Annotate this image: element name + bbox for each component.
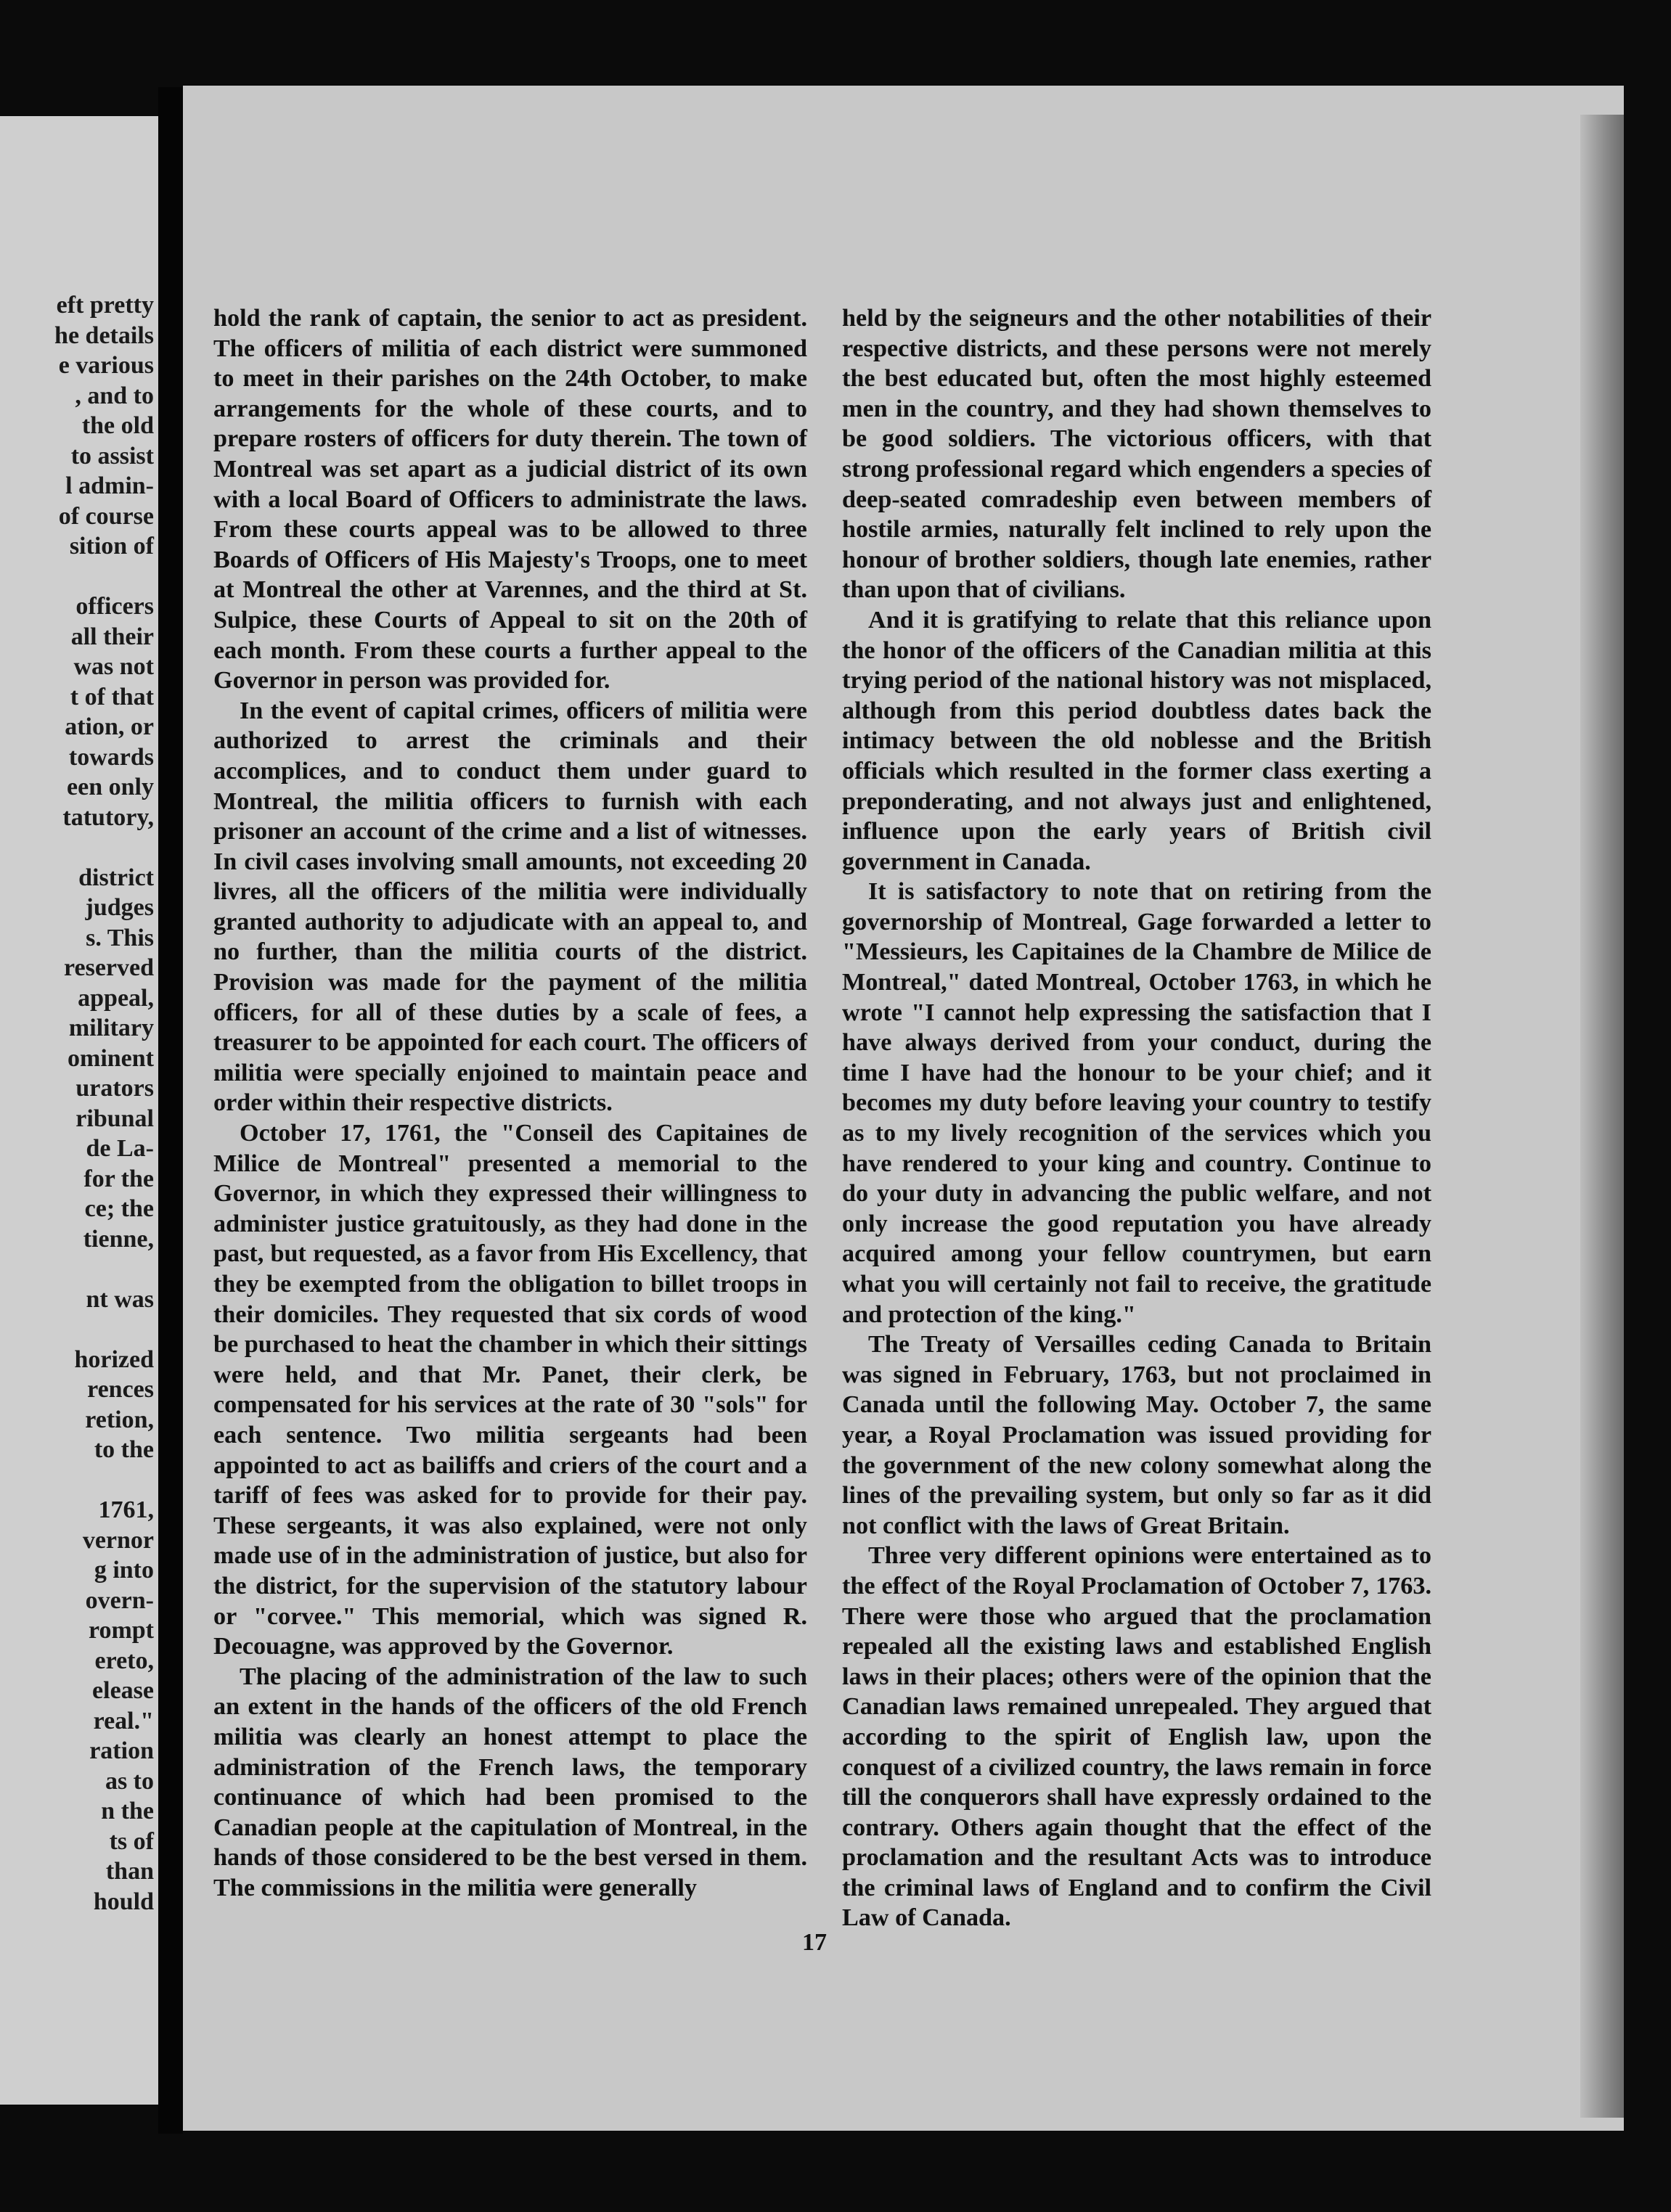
left-fragment-line: urators [75,1075,154,1102]
left-fragment-line: he details [54,321,154,349]
left-fragment-line: nt was [86,1285,154,1313]
left-fragment-line: than [105,1858,154,1885]
left-fragment-line: ribunal [75,1105,154,1132]
left-fragment-line: tatutory, [62,803,154,831]
left-fragment-line: ominent [68,1044,154,1072]
left-fragment-line: hould [93,1888,154,1915]
left-fragment-line: de La- [86,1135,154,1162]
main-page [183,86,1624,2131]
left-fragment-line [54,1314,154,1345]
left-fragment-line: vernor [82,1526,154,1554]
left-fragment-line: was not [73,653,154,680]
left-fragment-line: appeal, [78,984,154,1012]
left-fragment-line: reserved [64,954,154,981]
left-fragment-line: ation, or [65,713,154,740]
left-fragment-line: of course [58,502,154,530]
paragraph: In the event of capital crimes, officers of militia were authorized to arrest the criminals and their accomplices, and to conduct them under guard to Montreal, the militia officers to furnish with each prisoner an account of the crime and a list of witnesses. In civil cases involving small amounts, not exceeding 20 livres, all the officers of the militia were individually granted authority to adjudicate with an appeal to, and no further, than the militia courts of the district. Provision was made for the payment of the militia officers, for all of these duties by a scale of fees, a treasurer to be appointed for each court. The officers of militia were specially enjoined to maintain peace and order within their respective districts. [213,697,807,1117]
paragraph: It is satisfactory to note that on retiring from the governorship of Montreal, Gage forwarded a letter to "Messieurs, les Capitaines de la Chambre de Milice de Montreal," dated Montreal, October 1763, in which he wrote "I cannot help expressing the satisfaction that I have always derived from your conduct, during the time I have had the honour to be your chief; and it becomes my duty before leaving your country to testify as to my lively recognition of the services which you have rendered to your king and country. Continue to do your duty in advancing the public welfare, and not only increase the good reputation you have already acquired among your fellow countrymen, but earn what you will certainly not fail to receive, the gratitude and protection of the king." [842,878,1431,1328]
page-edge [1580,115,1624,2118]
left-column [213,303,807,1903]
left-fragment-line: horized [74,1345,154,1373]
left-fragment-line: as to [105,1767,154,1795]
right-column [842,303,1431,1933]
left-page-text [54,290,154,1917]
paragraph: October 17, 1761, the "Conseil des Capitaines de Milice de Montreal" presented a memorial to the Governor, in which they expressed their willingness to administer justice gratuitously, as they had done in the past, but requested, as a favor from His Excellency, that they be exempted from the obligation to billet troops in their domiciles. They requested that six cords of wood be purchased to heat the chamber in which their sittings were held, and that Mr. Panet, their clerk, be compensated for his services at the rate of 30 "sols" for each sentence. Two militia sergeants had been appointed to act as bailiffs and criers of the court and a tariff of fees was asked for to provide for their pay. These sergeants, it was also explained, were not only made use of in the administration of justice, but also for the district, for the supervision of the statutory labour or "corvee." This memorial, which was signed R. Decouagne, was approved by the Governor. [213,1120,807,1660]
left-fragment-line: ration [89,1737,154,1764]
left-fragment-line: judges [85,894,154,921]
left-fragment-line: to the [94,1436,154,1463]
left-fragment-line [54,1465,154,1496]
left-fragment-line: officers [75,593,154,620]
left-fragment-line: the old [81,412,154,439]
left-fragment-line: eft pretty [56,292,154,319]
left-fragment-line: to assist [70,442,154,470]
left-fragment-line: t of that [70,683,154,710]
paragraph: The Treaty of Versailles ceding Canada to Britain was signed in February, 1763, but not proclaimed in Canada until the following May. October 7, the same year, a Royal Proclamation was issued providing for the government of the new colony somewhat along the lines of the prevailing system, but only so far as it did not conflict with the laws of Great Britain. [842,1331,1431,1539]
left-fragment-line: elease [92,1677,154,1704]
left-fragment-line: tienne, [83,1225,154,1253]
left-fragment-line: overn- [85,1586,154,1614]
left-fragment-line: ereto, [94,1647,154,1674]
left-fragment-line: g into [94,1557,154,1584]
left-fragment-line: all their [70,623,154,650]
paragraph: And it is gratifying to relate that this reliance upon the honor of the officers of the Canadian militia at this trying period of the national history was not misplaced, although from this period doubtless dates back the intimacy between the old noblesse and the British officials which resulted in the former class exerting a preponderating, and not always just and enlightened, influence upon the early years of British civil government in Canada. [842,606,1431,875]
left-fragment-line: for the [83,1165,154,1192]
left-fragment-line: towards [68,743,154,771]
left-fragment-line: 1761, [98,1496,154,1523]
book-spine [158,87,183,2134]
paragraph: held by the seigneurs and the other notabilities of their respective districts, and these persons were not merely the best educated but, often the most highly esteemed men in the country, and they had shown themselves to be good soldiers. The victorious officers, with that strong professional regard which engenders a species of deep-seated comradeship even between members of hostile armies, naturally felt inclined to rely upon the honour of brother soldiers, though late enemies, rather than upon that of civilians. [842,305,1431,604]
paragraph: The placing of the administration of the law to such an extent in the hands of the officers of the old French militia was clearly an honest attempt to place the administration of the French laws, the temporary continuance of which had been promised to the Canadian people at the capitulation of Montreal, in the hands of those considered to be the best versed in them. The commissions in the militia were generally [213,1663,807,1901]
left-fragment-line: e various [58,352,154,379]
left-fragment-line [54,832,154,863]
left-fragment-line: rences [87,1376,154,1403]
left-fragment-line: ts of [109,1827,154,1855]
left-fragment-line: sition of [69,533,154,560]
left-fragment-line: l admin- [65,472,154,499]
page-number: 17 [802,1929,827,1956]
left-fragment-line: retion, [85,1406,154,1433]
left-fragment-line [54,1254,154,1285]
paragraph: hold the rank of captain, the senior to act as president. The officers of militia of each district were summoned to meet in their parishes on the 24th October, to make arrangements for the whole of these courts, and to prepare rosters of officers for duty therein. The town of Montreal was set apart as a judicial district of its own with a local Board of Officers to administrate the laws. From these courts appeal was to be allowed to three Boards of Officers of His Majesty's Troops, one to meet at Montreal the other at Varennes, and the third at St. Sulpice, these Courts of Appeal to sit on the 20th of each month. From these courts a further appeal to the Governor in person was provided for. [213,305,807,695]
left-fragment-line: military [68,1015,154,1041]
left-fragment-line: , and to [75,382,154,409]
left-page-fragment [0,116,158,2105]
left-fragment-line: rompt [88,1617,154,1644]
left-fragment-line: district [78,864,154,891]
paragraph: Three very different opinions were entertained as to the effect of the Royal Proclamation of October 7, 1763. There were those who argued that the proclamation repealed all the existing laws and established English laws in their places; others were of the opinion that the Canadian laws remained unrepealed. They argued that according to the spirit of English law, upon the conquest of a civilized country, the laws remain in force till the conquerors shall have expressly ordained to the contrary. Others again thought that the effect of the proclamation and the resultant Acts was to introduce the criminal laws of England and to confirm the Civil Law of Canada. [842,1542,1431,1932]
left-fragment-line: een only [67,774,154,800]
left-fragment-line: n the [101,1798,154,1824]
left-fragment-line: real." [93,1707,154,1734]
left-fragment-line: ce; the [84,1195,154,1222]
left-fragment-line: s. This [86,924,154,951]
left-fragment-line [54,562,154,592]
